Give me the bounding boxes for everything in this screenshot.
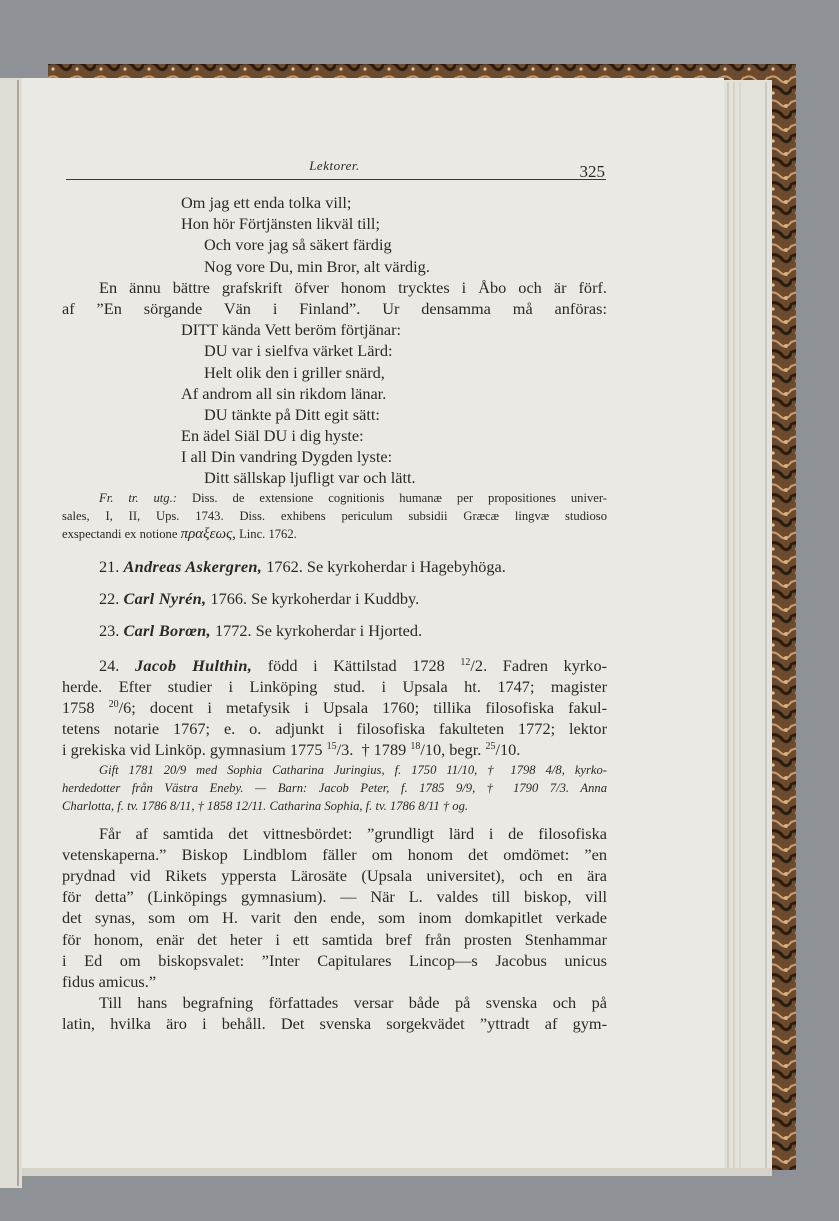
para3-line-2: latin, hvilka äro i behåll. Det svenska sorgekvädet ”yttradt af gym- xyxy=(62,1014,607,1034)
marbled-cover-right xyxy=(770,70,796,1170)
entry24-text: † 1789 xyxy=(361,740,407,760)
fraction-den: /3. xyxy=(336,740,354,760)
poem1-line-3: Och vore jag så säkert färdig xyxy=(204,235,392,255)
entry-24-line-3 xyxy=(62,697,607,718)
entry-text: 1766. Se kyrkoherdar i Kuddby. xyxy=(210,588,420,608)
entry-name: Jacob Hulthin, xyxy=(134,655,253,675)
page-text xyxy=(62,150,607,1180)
entry-number: 21. xyxy=(99,556,120,576)
para2-line-4: för detta” (Linköpings gymnasium). — När L. valdes till biskop, vill xyxy=(62,887,607,907)
para2-line-5: det synas, som om H. varit den ende, som inom domkapitlet verkade xyxy=(62,908,607,928)
gift-note-line-1: Gift 1781 20/9 med Sophia Catharina Juringius, f. 1750 11/10, † 1798 4/8, kyrko- xyxy=(99,762,607,777)
entry-number: 23. xyxy=(99,620,120,640)
entry-number: 22. xyxy=(99,588,120,608)
entry24-text: i grekiska vid Linköp. gymnasium 1775 xyxy=(62,740,323,760)
fr-note-line-3a: exspectandi ex notione xyxy=(62,526,178,541)
fr-note-line-3 xyxy=(62,525,607,543)
page-edges xyxy=(722,80,772,1170)
entry-24-line-2: herde. Efter studier i Linköping stud. i Upsala ht. 1747; magister xyxy=(62,676,607,696)
page-number: 325 xyxy=(579,162,605,181)
fraction-den: /10, xyxy=(420,740,446,760)
entry24-text: docent i metafysik i Upsala 1760; tillika filosofiska fakul- xyxy=(149,698,607,717)
para1-line-1: En ännu bättre grafskrift öfver honom trycktes i Åbo och är förf. xyxy=(99,277,607,297)
para2-line-2: vetenskaperna.” Biskop Lindblom fäller om honom det omdömet: ”en xyxy=(62,844,607,864)
entry-24-line-4: tetens notarie 1767; e. o. adjunkt i filosofiska fakulteten 1772; lektor xyxy=(62,719,607,739)
poem2-line-2: DU var i sielfva värket Lärd: xyxy=(204,341,393,361)
entry-24-line-5 xyxy=(62,739,607,760)
fraction-num: 12 xyxy=(460,656,471,668)
para3-line-1: Till hans begrafning författades versar både på svenska och på xyxy=(99,993,607,1013)
header-rule xyxy=(66,179,606,180)
fraction-den: /2. xyxy=(470,655,488,675)
greek-word: πραξεως, xyxy=(180,525,236,542)
para2-line-7: i Ed om biskopsvalet: ”Inter Capitulares Lincop—s Jacobus unicus xyxy=(62,950,607,970)
fraction-den: /6; xyxy=(118,698,136,717)
entry-name: Carl Nyrén, xyxy=(123,588,207,608)
entry-name: Carl Borœn, xyxy=(123,620,211,640)
poem1-line-4: Nog vore Du, min Bror, alt värdig. xyxy=(204,256,430,276)
entry24-text: begr. xyxy=(449,740,482,760)
poem2-line-3: Helt olik den i griller snärd, xyxy=(204,362,385,382)
poem2-line-6: En ädel Siäl DU i dig hyste: xyxy=(181,426,364,446)
para2-line-3: prydnad vid Rikets yppersta Lärosäte (Upsala universitet), och en ära xyxy=(62,865,607,885)
fr-note-line-1 xyxy=(62,489,607,507)
gift-note-line-3: Charlotta, f. tv. 1786 8/11, † 1858 12/11. Catharina Sophia, f. tv. 1786 8/11 † og. xyxy=(62,798,469,813)
fr-note-line-2: sales, I, II, Ups. 1743. Diss. exhibens periculum subsidii Græcæ lingvæ studioso xyxy=(62,508,607,523)
entry-21 xyxy=(62,551,607,583)
poem2-line-5: DU tänkte på Ditt egit sätt: xyxy=(204,404,380,424)
poem2-line-7: I all Din vandring Dygden lyste: xyxy=(181,447,393,467)
poem1-line-2: Hon hör Förtjänsten likväl till; xyxy=(181,214,380,234)
entry-text: 1772. Se kyrkoherdar i Hjorted. xyxy=(214,620,423,640)
entry-24-line-1 xyxy=(62,655,607,676)
fr-note-line-3b: Linc. 1762. xyxy=(239,526,297,541)
para2-line-1: Får af samtida det vittnesbördet: ”grundligt lärd i de filosofiska xyxy=(99,823,607,843)
entry-23 xyxy=(62,615,607,647)
entry-name: Andreas Askergren, xyxy=(123,556,263,576)
entry-number: 24. xyxy=(99,655,120,675)
fraction-num: 25 xyxy=(485,741,496,753)
poem1-line-1: Om jag ett enda tolka vill; xyxy=(181,193,352,212)
fraction-num: 15 xyxy=(326,741,337,753)
fraction-num: 18 xyxy=(410,741,421,753)
entry-22 xyxy=(62,583,607,615)
para2-line-6: för honom, enär det heter i ett samtida bref från prosten Stenhammar xyxy=(62,929,607,949)
para1-line-2: af ”En sörgande Vän i Finland”. Ur densamma må anföras: xyxy=(62,298,607,318)
entry-text: 1762. Se kyrkoherdar i Hagebyhöga. xyxy=(266,556,506,576)
entry24-text: 1758 xyxy=(62,698,95,717)
fr-note-label: Fr. tr. utg.: xyxy=(99,490,177,505)
gift-note-line-2: herdedotter från Västra Eneby. — Barn: Jacob Peter, f. 1785 9/9, † 1790 7/3. Anna xyxy=(62,780,607,795)
fr-note-line-1-text: Diss. de extensione cognitionis humanæ per propositiones univer- xyxy=(191,490,608,505)
entry24-text-a: född i Kättilstad 1728 xyxy=(267,655,445,675)
para2-line-8: fidus amicus.” xyxy=(62,971,157,991)
running-title: Lektorer. xyxy=(309,158,360,173)
poem2-line-8: Ditt sällskap ljufligt var och lätt. xyxy=(204,468,416,488)
poem2-line-4: Af androm all sin rikdom länar. xyxy=(181,383,387,403)
fraction-num: 20 xyxy=(108,699,119,710)
poem2-line-1: DITT kända Vett beröm förtjänar: xyxy=(181,320,402,340)
entry24-text-b: Fadren kyrko- xyxy=(502,655,608,675)
fraction-den: /10. xyxy=(495,740,521,760)
